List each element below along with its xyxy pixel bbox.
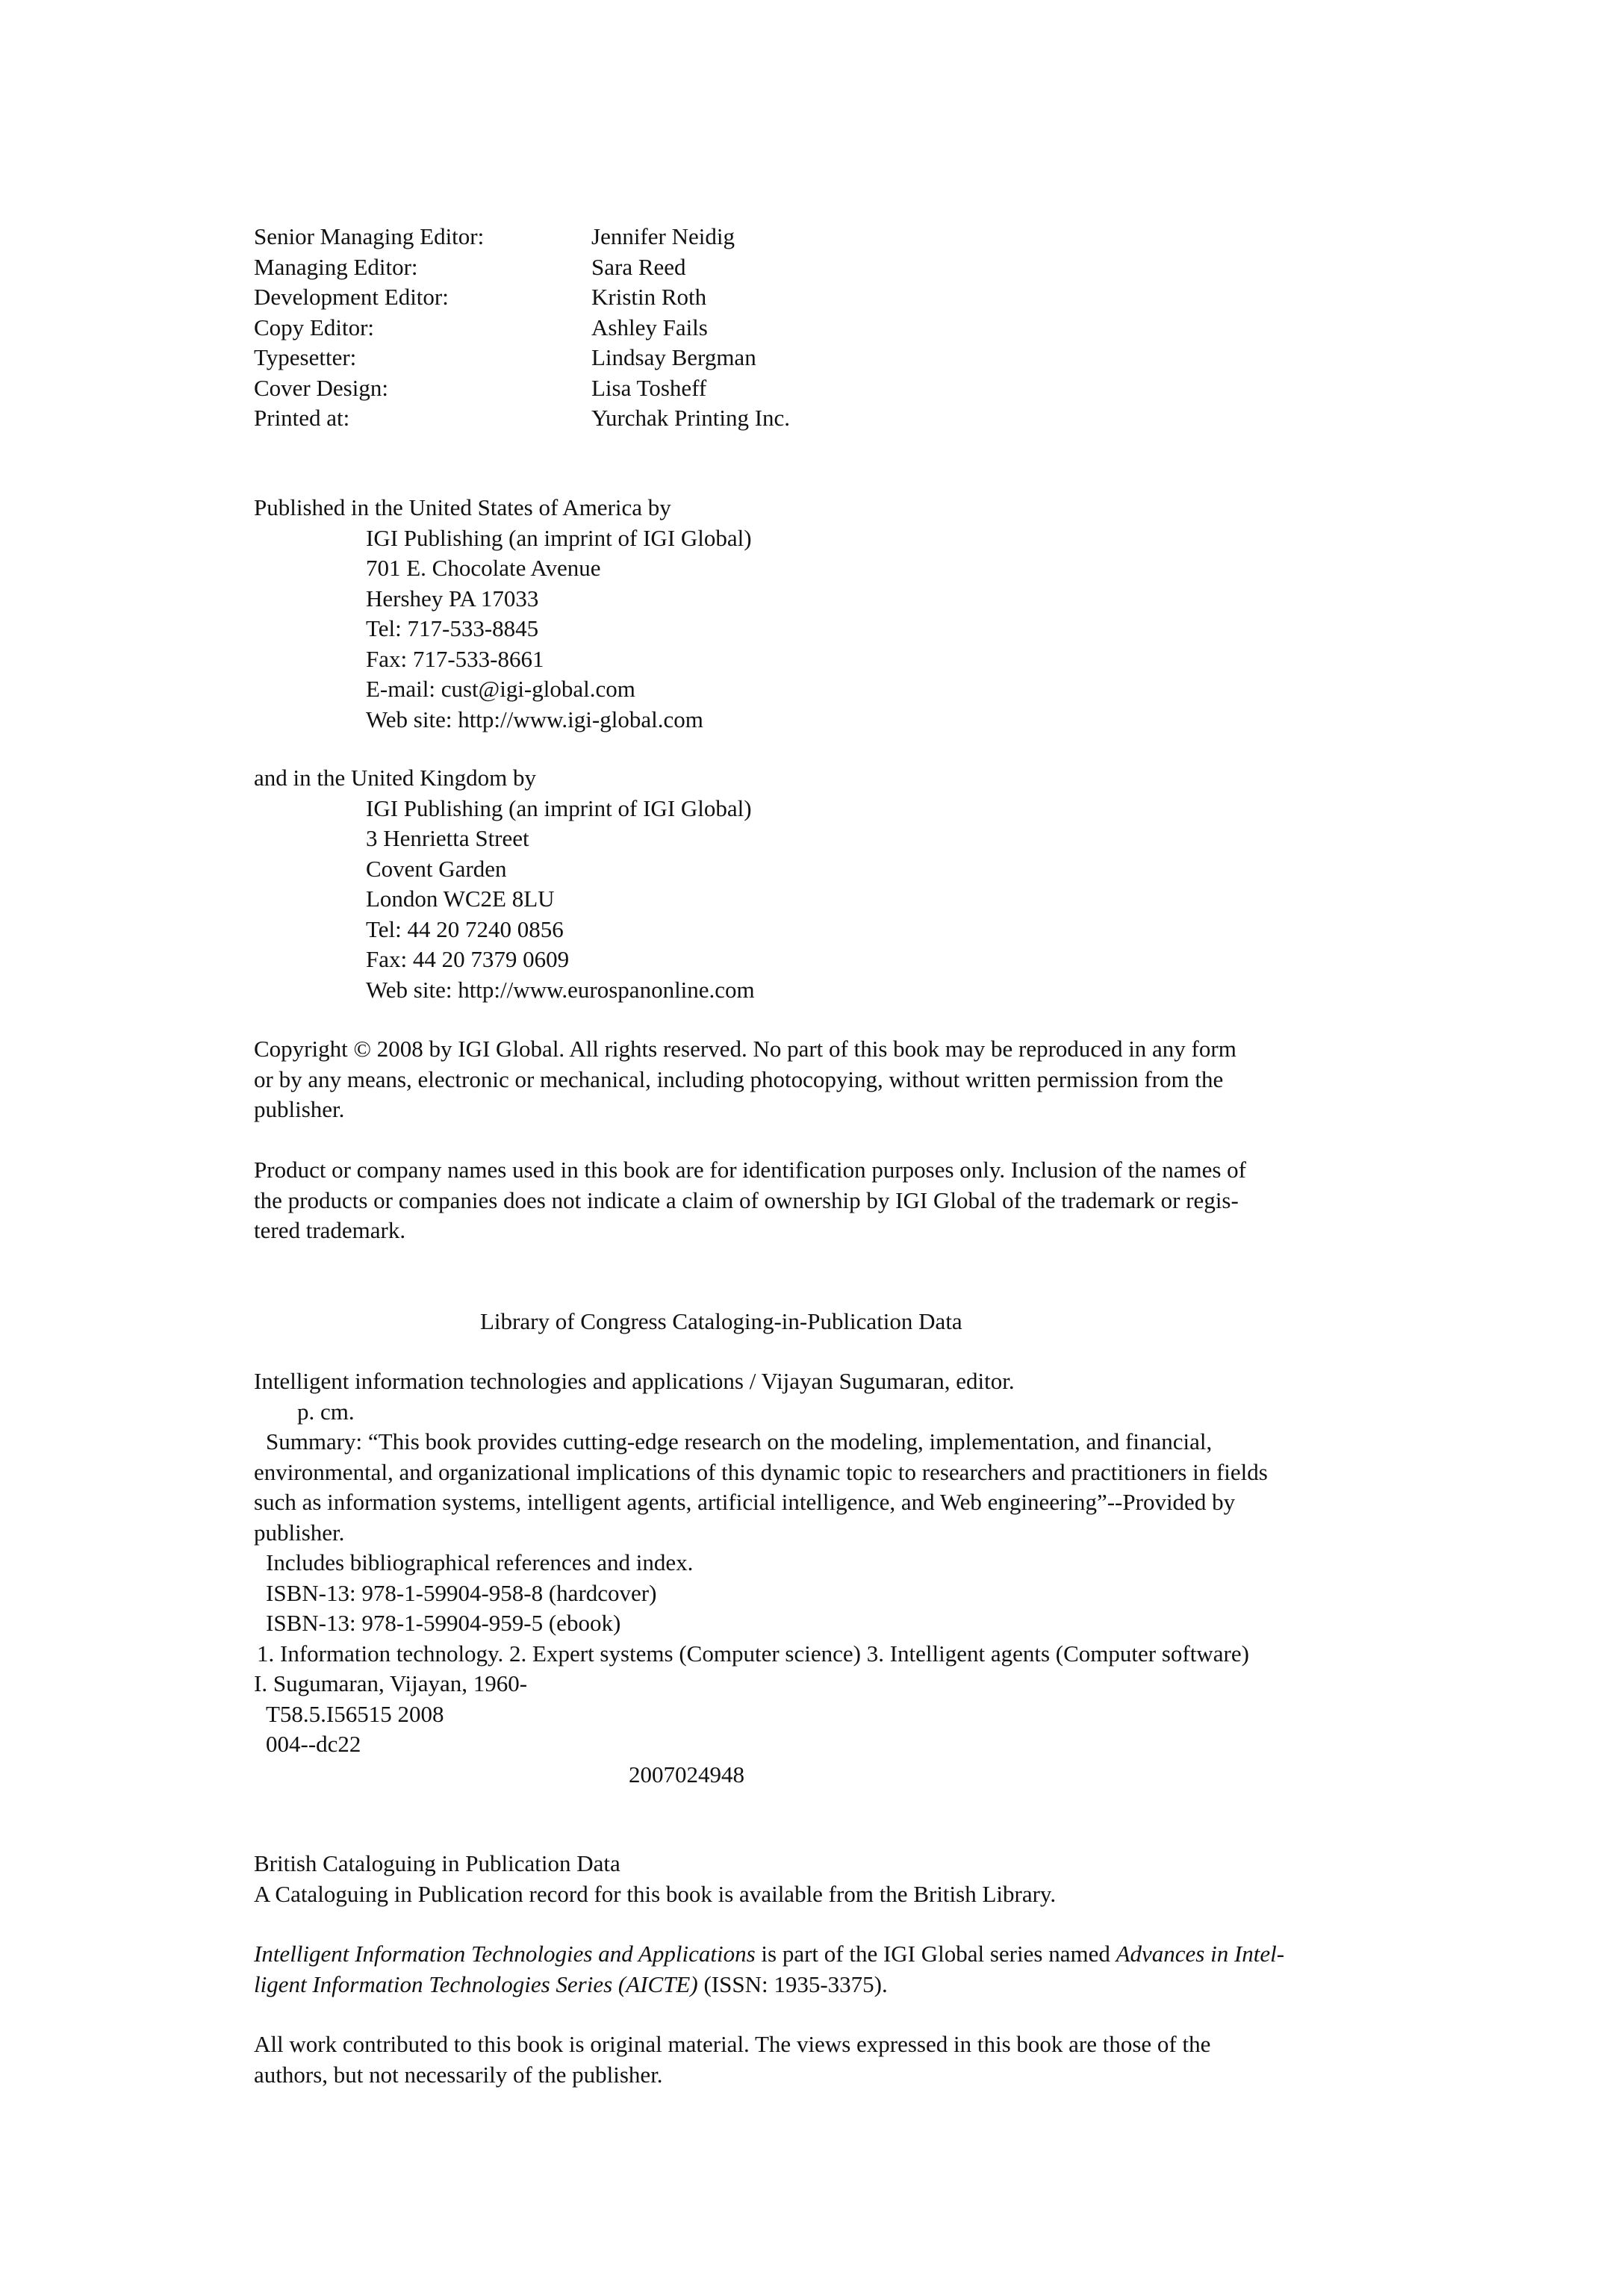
credit-name: Jennifer Neidig	[591, 223, 735, 249]
address-line: Fax: 44 20 7379 0609	[366, 946, 570, 972]
credit-role: Printed at:	[254, 405, 350, 431]
cip-summary-line: Summary: “This book provides cutting-edge research on the modeling, implementation, and financial,	[266, 1428, 1213, 1455]
credit-role: Senior Managing Editor:	[254, 223, 485, 249]
series-name: ligent Information Technologies Series (AICTE)	[254, 1970, 698, 1997]
credit-name: Ashley Fails	[591, 314, 708, 340]
address-line: Tel: 44 20 7240 0856	[366, 915, 564, 942]
series-name: Advances in Intel-	[1116, 1941, 1285, 1967]
credit-row	[254, 282, 1374, 313]
website-line: Web site: http://www.igi-global.com	[366, 706, 703, 732]
trademark-line: Product or company names used in this book are for identification purposes only. Inclusion of the names of	[254, 1157, 1246, 1183]
address-line: London WC2E 8LU	[366, 886, 555, 912]
address-line: Hershey PA 17033	[366, 585, 539, 612]
address-line: 701 E. Chocolate Avenue	[366, 555, 601, 581]
credit-row	[254, 373, 1374, 404]
cip-summary-line: such as information systems, intelligent agents, artificial intelligence, and Web engineering”--Provided by	[254, 1489, 1236, 1515]
british-cip-text: A Cataloguing in Publication record for this book is available from the British Library.	[254, 1880, 1057, 1907]
address-line: 3 Henrietta Street	[366, 825, 529, 851]
cip-entry: Intelligent information technologies and applications / Vijayan Sugumaran, editor.	[254, 1368, 1015, 1394]
address-line: IGI Publishing (an imprint of IGI Global)	[366, 524, 752, 551]
cip-includes: Includes bibliographical references and index.	[266, 1549, 694, 1575]
cip-isbn-hardcover: ISBN-13: 978-1-59904-958-8 (hardcover)	[266, 1579, 657, 1606]
credit-role: Managing Editor:	[254, 253, 418, 280]
cip-summary-line: environmental, and organizational implications of this dynamic topic to researchers and practitioners in fields	[254, 1458, 1268, 1485]
loc-heading	[480, 1307, 1077, 1337]
credit-role: Cover Design:	[254, 374, 388, 401]
credit-name: Lisa Tosheff	[591, 374, 707, 401]
original-work-line: All work contributed to this book is original material. The views expressed in this book are those of the	[254, 2031, 1211, 2057]
cip-summary-line: publisher.	[254, 1519, 345, 1546]
credits-list	[254, 222, 1374, 434]
series-line	[254, 1939, 1374, 1970]
credit-row	[254, 403, 1374, 434]
address-line: Fax: 717-533-8661	[366, 645, 544, 672]
series-statement	[254, 1939, 1374, 2000]
trademark-notice	[254, 1155, 1374, 1246]
british-cip	[254, 1849, 1374, 1909]
credit-role: Copy Editor:	[254, 314, 375, 340]
credit-name: Yurchak Printing Inc.	[591, 405, 791, 431]
copyright-line: publisher.	[254, 1096, 345, 1122]
book-title: Intelligent Information Technologies and Applications	[254, 1941, 756, 1967]
series-line	[254, 1970, 1374, 2000]
cip-isbn-ebook: ISBN-13: 978-1-59904-959-5 (ebook)	[266, 1610, 621, 1636]
copyright-line: or by any means, electronic or mechanical, including photocopying, without written permission from the	[254, 1065, 1224, 1092]
credit-name: Kristin Roth	[591, 284, 707, 310]
credit-role: Typesetter:	[254, 344, 357, 370]
series-issn: (ISSN: 1935-3375).	[697, 1970, 888, 1997]
trademark-line: tered trademark.	[254, 1217, 406, 1243]
original-work-notice	[254, 2029, 1374, 2090]
cip-pcm: p. cm.	[297, 1398, 355, 1425]
cip-lccn: 2007024948	[629, 1761, 744, 1788]
address-line: Tel: 717-533-8845	[366, 615, 539, 641]
email-line: E-mail: cust@igi-global.com	[366, 676, 635, 702]
cip-subjects: 1. Information technology. 2. Expert systems (Computer science) 3. Intelligent agents (Computer software)	[257, 1640, 1249, 1667]
credit-name: Lindsay Bergman	[591, 344, 756, 370]
cip-call-number: T58.5.I56515 2008	[266, 1700, 444, 1727]
series-text: is part of the IGI Global series named	[755, 1941, 1116, 1967]
cip-dewey: 004--dc22	[266, 1731, 361, 1757]
trademark-line: the products or companies does not indicate a claim of ownership by IGI Global of the trademark or regis-	[254, 1186, 1239, 1213]
us-publisher-block	[254, 493, 1374, 735]
address-line: IGI Publishing (an imprint of IGI Global)	[366, 794, 752, 821]
uk-publisher-block	[254, 763, 1374, 1005]
copyright-notice	[254, 1034, 1374, 1125]
address-line: Covent Garden	[366, 855, 507, 882]
loc-title: Library of Congress Cataloging-in-Publication Data	[480, 1308, 962, 1334]
credit-row	[254, 252, 1374, 283]
credit-role: Development Editor:	[254, 284, 449, 310]
us-publisher-heading: Published in the United States of America by	[254, 494, 671, 520]
copyright-line: Copyright © 2008 by IGI Global. All rights reserved. No part of this book may be reproduced in any form	[254, 1036, 1236, 1062]
credit-row	[254, 343, 1374, 373]
cip-record	[254, 1366, 1374, 1790]
uk-publisher-heading: and in the United Kingdom by	[254, 765, 536, 791]
cip-added-entry: I. Sugumaran, Vijayan, 1960-	[254, 1670, 528, 1696]
credit-row	[254, 313, 1374, 343]
website-line: Web site: http://www.eurospanonline.com	[366, 976, 755, 1003]
original-work-line: authors, but not necessarily of the publisher.	[254, 2061, 663, 2088]
credit-name: Sara Reed	[591, 253, 686, 280]
credit-row	[254, 222, 1374, 252]
british-cip-heading: British Cataloguing in Publication Data	[254, 1850, 620, 1876]
